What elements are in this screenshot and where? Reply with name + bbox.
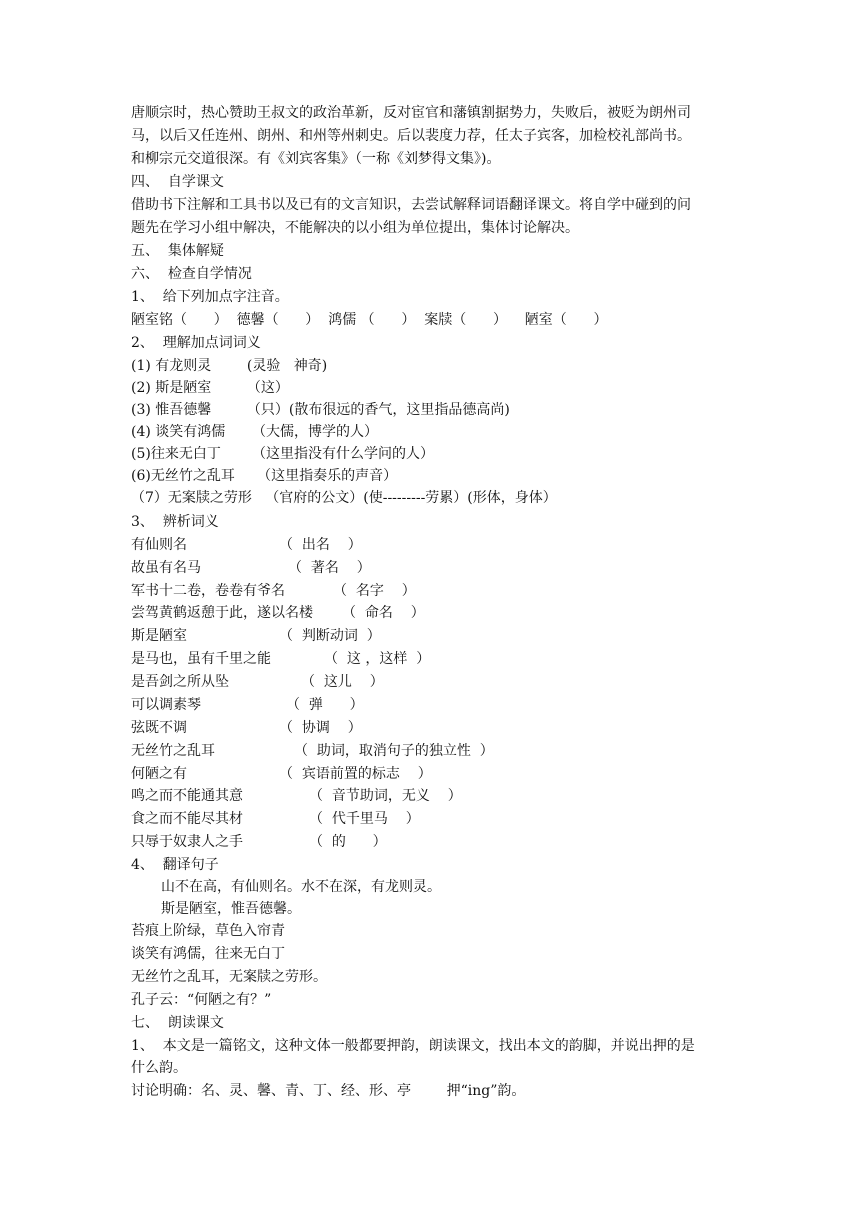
intro-line-2: 马，以后又任连州、朗州、和州等州刺史。后以裴度力荐，任太子宾客，加检校礼部尚书。 xyxy=(131,128,691,144)
word-item-note: （ 这儿 ） xyxy=(301,674,384,690)
word-item-note: （ 判断动词 ） xyxy=(279,628,381,644)
section-5-heading: 五、 集体解疑 xyxy=(131,243,224,259)
word-item-text: 有仙则名 xyxy=(131,537,187,553)
word-item-note: （ 音节助词，无义 ） xyxy=(309,788,462,804)
section-7-heading: 七、 朗读课文 xyxy=(131,1015,224,1031)
question-2-heading: 2、 理解加点词词义 xyxy=(131,335,261,351)
question-1-line: 陋室铭（ ） 德馨（ ） 鸿儒 （ ） 案牍（ ） 陋室（ ） xyxy=(131,312,608,328)
word-item-note: （ 的 ） xyxy=(309,834,387,850)
word-item-text: 是马也，虽有千里之能 xyxy=(131,651,271,667)
word-item-text: 军书十二卷，卷卷有爷名 xyxy=(131,583,285,599)
word-item-text: 鸣之而不能通其意 xyxy=(131,788,243,804)
word-item-text: 可以调素琴 xyxy=(131,697,201,713)
word-item-text: 弦既不调 xyxy=(131,720,187,736)
word-item-text: 食之而不能尽其材 xyxy=(131,811,243,827)
question-2-item: (1) 有龙则灵 (灵验 神奇) xyxy=(131,358,328,374)
translation-line: 无丝竹之乱耳，无案牍之劳形。 xyxy=(131,969,327,985)
word-item-note: （ 著名 ） xyxy=(288,560,371,576)
word-item xyxy=(131,535,187,555)
word-item-text: 无丝竹之乱耳 xyxy=(131,743,215,759)
word-item-note: （ 协调 ） xyxy=(279,720,362,736)
translation-line: 苔痕上阶绿，草色入帘青 xyxy=(131,923,285,939)
word-item-text: 尝驾黄鹤返憩于此，遂以名楼 xyxy=(131,605,313,621)
question-2-item: (2) 斯是陋室 （这） xyxy=(131,380,289,396)
section-4-heading: 四、 自学课文 xyxy=(131,174,224,190)
word-item-note: （ 弹 ） xyxy=(286,697,364,713)
discussion-answer: 讨论明确：名、灵、馨、青、丁、经、形、亭 押“ing”韵。 xyxy=(131,1083,526,1099)
word-item-text: 故虽有名马 xyxy=(131,560,201,576)
question-4-heading: 4、 翻译句子 xyxy=(131,857,219,873)
word-item-note: （ 出名 ） xyxy=(279,537,362,553)
word-item-note: （ 助词，取消句子的独立性 ） xyxy=(294,743,494,759)
question-1-heading: 1、 给下列加点字注音。 xyxy=(131,289,289,305)
question-2-item: (3) 惟吾德馨 （只）(散布很远的香气，这里指品德高尚) xyxy=(131,402,510,418)
section-4-body-line-2: 题先在学习小组中解决，不能解决的以小组为单位提出，集体讨论解决。 xyxy=(131,220,579,236)
word-item-note: （ 代千里马 ） xyxy=(309,811,420,827)
intro-line-3: 和柳宗元交道很深。有《刘宾客集》（一称《刘梦得文集》)。 xyxy=(131,151,501,167)
intro-line-1: 唐顺宗时，热心赞助王叔文的政治革新，反对宦官和藩镇割据势力，失败后，被贬为朗州司 xyxy=(131,105,691,121)
word-item-text: 只辱于奴隶人之手 xyxy=(131,834,243,850)
translation-line-indented: 山不在高，有仙则名。水不在深，有龙则灵。 xyxy=(161,879,441,895)
translation-line-indented: 斯是陋室，惟吾德馨。 xyxy=(161,901,301,917)
translation-line: 谈笑有鸿儒，往来无白丁 xyxy=(131,946,285,962)
section-7-question-line-2: 什么韵。 xyxy=(131,1060,187,1076)
word-item-text: 斯是陋室 xyxy=(131,628,187,644)
section-7-question-line-1: 1、 本文是一篇铭文，这种文体一般都要押韵，朗读课文，找出本文的韵脚，并说出押的是 xyxy=(131,1038,695,1054)
word-item-note: （ 这 ，这样 ） xyxy=(324,651,431,667)
word-item-text: 是吾剑之所从坠 xyxy=(131,674,229,690)
question-2-item: (6)无丝竹之乱耳 （这里指奏乐的声音） xyxy=(131,468,398,484)
section-6-heading: 六、 检查自学情况 xyxy=(131,266,252,282)
question-2-item: (5)往来无白丁 （这里指没有什么学问的人） xyxy=(131,446,434,462)
question-2-item: (4) 谈笑有鸿儒 （大儒，博学的人） xyxy=(131,424,378,440)
question-3-heading: 3、 辨析词义 xyxy=(131,514,219,530)
word-item-text: 何陋之有 xyxy=(131,766,187,782)
question-2-item: （7）无案牍之劳形 （官府的公文）(使---------劳累）(形体，身体） xyxy=(131,490,557,506)
word-item-note: （ 命名 ） xyxy=(342,605,425,621)
section-4-body-line-1: 借助书下注解和工具书以及已有的文言知识，去尝试解释词语翻译课文。将自学中碰到的问 xyxy=(131,197,691,213)
translation-line: 孔子云：“何陋之有？” xyxy=(131,992,272,1008)
word-item-note: （ 名字 ） xyxy=(333,583,416,599)
word-item-note: （ 宾语前置的标志 ） xyxy=(279,766,432,782)
